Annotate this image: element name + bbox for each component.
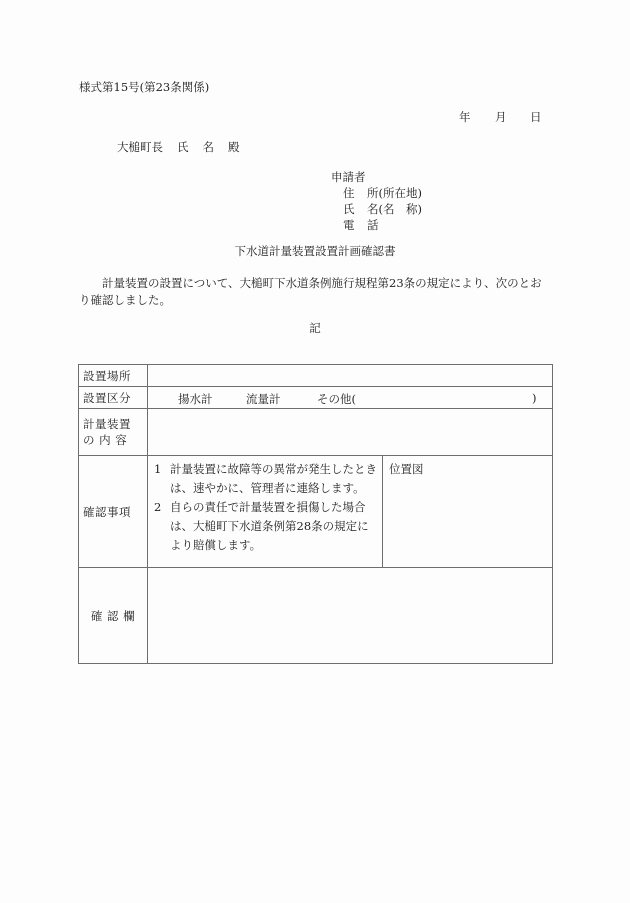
device-content-label: 計量装置 の 内 容 bbox=[79, 409, 148, 456]
addressee bbox=[117, 139, 254, 155]
confirmation-box-label: 確 認 欄 bbox=[79, 568, 148, 664]
option-other-close: ) bbox=[532, 391, 537, 405]
location-field[interactable] bbox=[148, 365, 553, 387]
applicant-block bbox=[331, 169, 422, 233]
ki-marker: 記 bbox=[309, 321, 321, 335]
applicant-phone: 電 話 bbox=[343, 218, 379, 232]
confirmation-items-list bbox=[148, 456, 383, 568]
confirmation-items-label: 確認事項 bbox=[79, 456, 148, 568]
addressee-honorific: 殿 bbox=[228, 140, 240, 154]
addressee-name-2: 名 bbox=[202, 140, 214, 154]
applicant-address: 住 所(所在地) bbox=[343, 186, 422, 200]
confirmation-table bbox=[78, 364, 553, 664]
addressee-title: 大槌町長 bbox=[117, 140, 163, 154]
confirmation-item: 1 計量装置に故障等の異常が発生したときは、速やかに、管理者に連絡します。 bbox=[154, 462, 377, 495]
option-flow-meter[interactable]: 流量計 bbox=[246, 392, 281, 406]
location-map-field[interactable] bbox=[383, 456, 553, 568]
addressee-name-1: 氏 bbox=[177, 140, 189, 154]
applicant-name: 氏 名(名 称) bbox=[343, 202, 422, 216]
table-row-device-content bbox=[79, 409, 553, 456]
table-row-category bbox=[79, 387, 553, 409]
device-content-field[interactable] bbox=[148, 409, 553, 456]
confirmation-box-field[interactable] bbox=[148, 568, 553, 664]
date-year-label: 年 bbox=[459, 110, 471, 124]
date-day-label: 日 bbox=[530, 110, 542, 124]
date-month-label: 月 bbox=[495, 110, 507, 124]
form-number: 様式第15号(第23条関係) bbox=[79, 80, 210, 94]
location-map-label: 位置図 bbox=[389, 462, 424, 476]
category-field[interactable] bbox=[148, 387, 553, 409]
applicant-heading: 申請者 bbox=[331, 170, 366, 184]
table-row-confirmation-items bbox=[79, 456, 553, 568]
document-title: 下水道計量装置設置計画確認書 bbox=[234, 244, 396, 258]
location-label: 設置場所 bbox=[79, 365, 148, 387]
table-row-confirmation-box bbox=[79, 568, 553, 664]
document-body: 計量装置の設置について、大槌町下水道条例施行規程第23条の規定により、次のとおり確認しました。 bbox=[79, 276, 542, 307]
table-row-location bbox=[79, 365, 553, 387]
option-other[interactable]: その他( bbox=[317, 392, 356, 406]
confirmation-item: 2 自らの責任で計量装置を損傷した場合は、大槌町下水道条例第28条の規定により賠償します。 bbox=[154, 500, 369, 552]
option-pump-meter[interactable]: 揚水計 bbox=[178, 392, 213, 406]
category-label: 設置区分 bbox=[79, 387, 148, 409]
